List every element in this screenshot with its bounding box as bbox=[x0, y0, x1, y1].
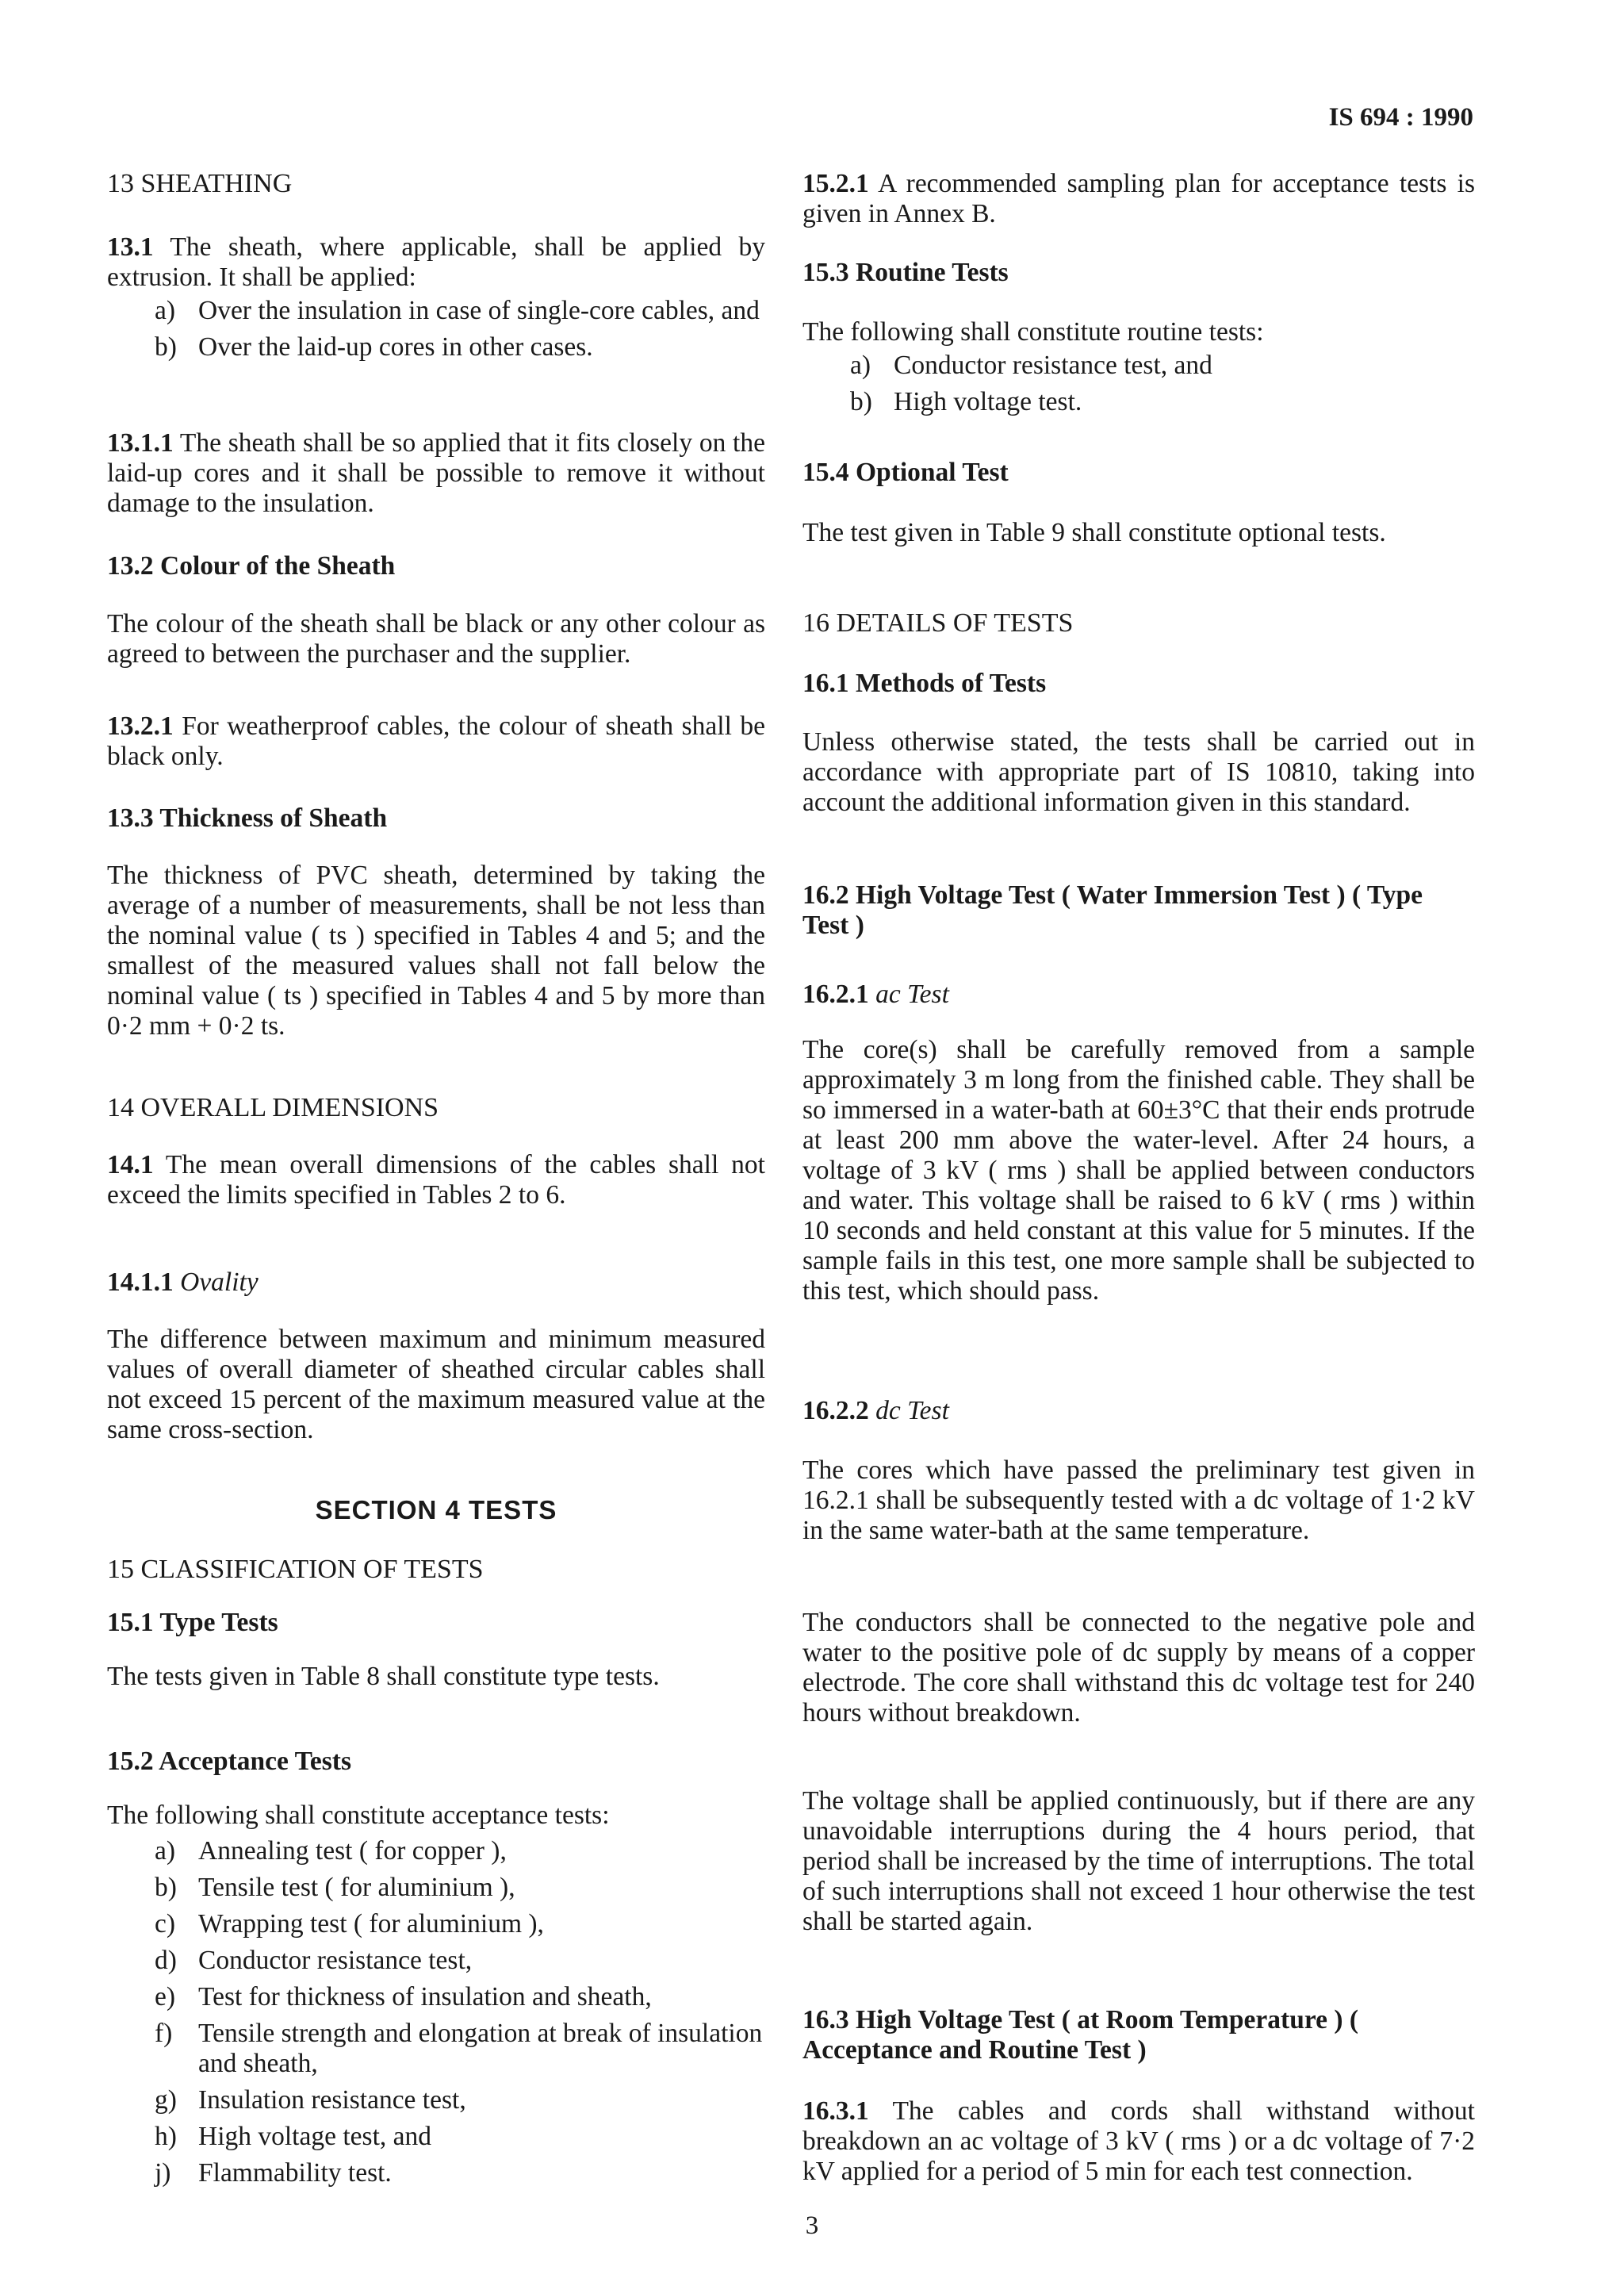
clause-13-1-1 bbox=[107, 428, 765, 519]
heading-15-2 bbox=[107, 1747, 765, 1777]
list-text: Tensile strength and elongation at break of insulation and sheath, bbox=[198, 2019, 763, 2078]
list-text: Wrapping test ( for aluminium ), bbox=[198, 1909, 544, 1939]
clause-title: Optional Test bbox=[856, 458, 1009, 487]
paragraph-15-1: The tests given in Table 8 shall constitute type tests. bbox=[107, 1662, 660, 1691]
paragraph-14-1-1: The difference between maximum and minimum measured values of overall diameter of sheathed circular cables shall not exceed 15 percent of the maximum measured value at the same cross-section. bbox=[107, 1325, 765, 1444]
heading-15-4 bbox=[802, 458, 1475, 488]
list-item bbox=[107, 1909, 765, 1939]
list-item bbox=[107, 2158, 765, 2188]
list-marker: d) bbox=[155, 1946, 177, 1975]
list-item bbox=[107, 296, 765, 326]
list-item bbox=[107, 1836, 765, 1866]
list-item bbox=[107, 2085, 765, 2115]
clause-title: Thickness of Sheath bbox=[159, 803, 388, 833]
paragraph-16-2-2a: The cores which have passed the preliminary test given in 16.2.1 shall be subsequently tested with a dc voltage of 1·2 kV in the same water-bath at the same temperature. bbox=[802, 1455, 1475, 1545]
heading-16-2-1 bbox=[802, 980, 1475, 1010]
clause-15-2-1 bbox=[802, 169, 1475, 229]
list-item bbox=[107, 1873, 765, 1903]
paragraph-13-3: The thickness of PVC sheath, determined by taking the average of a number of measurements, shall be not less than the nominal value ( ts ) specified in Tables 4 and 5; and the smallest of the measured values shall not fall below the nominal value ( ts ) specified in Tables 4 and 5 by more than 0·2 mm + 0·2 ts. bbox=[107, 861, 765, 1041]
clause-number: 13.2.1 bbox=[107, 711, 174, 741]
heading-15-classification: 15 CLASSIFICATION OF TESTS bbox=[107, 1555, 484, 1584]
clause-title: Acceptance Tests bbox=[159, 1747, 351, 1776]
list-marker: c) bbox=[155, 1909, 176, 1939]
clause-number: 16.1 bbox=[802, 669, 849, 698]
clause-title: Colour of the Sheath bbox=[160, 551, 396, 581]
list-marker: h) bbox=[155, 2122, 177, 2151]
clause-14-1 bbox=[107, 1150, 765, 1210]
clause-number: 13.3 bbox=[107, 803, 154, 833]
clause-number: 14.1 bbox=[107, 1150, 154, 1179]
list-15-2 bbox=[107, 1836, 765, 2188]
list-marker: b) bbox=[155, 1873, 177, 1902]
list-text: Test for thickness of insulation and sheath, bbox=[198, 1982, 652, 2011]
list-item bbox=[107, 2019, 765, 2079]
clause-number: 16.2 bbox=[802, 880, 849, 910]
list-text: Over the laid-up cores in other cases. bbox=[198, 332, 593, 362]
list-marker: a) bbox=[850, 351, 871, 380]
list-text: Flammability test. bbox=[198, 2158, 392, 2188]
clause-number: 16.3 bbox=[802, 2005, 849, 2034]
clause-number: 16.2.1 bbox=[802, 980, 869, 1009]
clause-title: High Voltage Test ( Water Immersion Test ) ( Type Test ) bbox=[802, 880, 1423, 940]
clause-title: Routine Tests bbox=[856, 258, 1009, 287]
list-item bbox=[802, 387, 1475, 417]
clause-text: The mean overall dimensions of the cables shall not exceed the limits specified in Tables 2 to 6. bbox=[107, 1150, 765, 1210]
heading-14-overall-dimensions: 14 OVERALL DIMENSIONS bbox=[107, 1093, 439, 1122]
list-text: Insulation resistance test, bbox=[198, 2085, 466, 2115]
list-13-1 bbox=[107, 296, 765, 362]
clause-title: Type Tests bbox=[159, 1608, 278, 1637]
paragraph-16-2-2b: The conductors shall be connected to the negative pole and water to the positive pole of dc supply by means of a copper electrode. The core shall withstand this dc voltage test for 240 hours without breakdown. bbox=[802, 1608, 1475, 1728]
heading-13-3 bbox=[107, 803, 765, 834]
clause-13-2-1 bbox=[107, 711, 765, 772]
clause-number: 14.1.1 bbox=[107, 1267, 174, 1297]
list-item bbox=[107, 332, 765, 362]
clause-title: Ovality bbox=[180, 1267, 259, 1297]
list-item bbox=[107, 1946, 765, 1976]
heading-16-1 bbox=[802, 669, 1475, 699]
clause-number: 15.2 bbox=[107, 1747, 154, 1776]
heading-15-3 bbox=[802, 258, 1475, 288]
list-text: Tensile test ( for aluminium ), bbox=[198, 1873, 515, 1902]
list-marker: e) bbox=[155, 1982, 176, 2011]
list-text: Over the insulation in case of single-core cables, and bbox=[198, 296, 760, 325]
list-marker: b) bbox=[155, 332, 177, 362]
heading-16-3 bbox=[802, 2005, 1475, 2065]
list-15-3 bbox=[802, 351, 1475, 417]
paragraph-13-2: The colour of the sheath shall be black or any other colour as agreed to between the purchaser and the supplier. bbox=[107, 609, 765, 669]
heading-14-1-1 bbox=[107, 1267, 765, 1298]
list-item bbox=[802, 351, 1475, 381]
list-marker: a) bbox=[155, 296, 176, 325]
list-marker: b) bbox=[850, 387, 872, 416]
standard-reference: IS 694 : 1990 bbox=[1328, 103, 1473, 132]
clause-number: 13.1 bbox=[107, 232, 154, 262]
list-marker: g) bbox=[155, 2085, 177, 2115]
clause-number: 16.3.1 bbox=[802, 2096, 869, 2126]
page-number: 3 bbox=[805, 2211, 819, 2240]
clause-number: 15.2.1 bbox=[802, 169, 869, 198]
clause-number: 13.2 bbox=[107, 551, 154, 581]
clause-number: 15.1 bbox=[107, 1608, 154, 1637]
clause-title: dc Test bbox=[875, 1396, 949, 1425]
paragraph-16-2-2c: The voltage shall be applied continuously, but if there are any unavoidable interruptions during the 4 hours period, that period shall be increased by the time of interruptions. The total of such interruptions shall not exceed 1 hour otherwise the test shall be started again. bbox=[802, 1786, 1475, 1936]
clause-16-3-1 bbox=[802, 2096, 1475, 2187]
clause-title: ac Test bbox=[875, 980, 949, 1009]
paragraph-15-2: The following shall constitute acceptance tests: bbox=[107, 1801, 610, 1830]
clause-text: For weatherproof cables, the colour of sheath shall be black only. bbox=[107, 711, 765, 771]
clause-title: High Voltage Test ( at Room Temperature ) ( Acceptance and Routine Test ) bbox=[802, 2005, 1359, 2065]
paragraph-15-3: The following shall constitute routine tests: bbox=[802, 317, 1264, 347]
list-text: High voltage test. bbox=[894, 387, 1082, 416]
clause-number: 15.3 bbox=[802, 258, 849, 287]
paragraph-16-2-1: The core(s) shall be carefully removed from a sample approximately 3 m long from the finished cable. They shall be so immersed in a water-bath at 60±3°C that their ends protrude at least 200 mm above the water-level. After 24 hours, a voltage of 3 kV ( rms ) shall be applied between conductors and water. This voltage shall be raised to 6 kV ( rms ) within 10 seconds and held constant at this value for 5 minutes. If the sample fails in this test, one more sample shall be subjected to this test, which should pass. bbox=[802, 1035, 1475, 1306]
heading-13-sheathing: 13 SHEATHING bbox=[107, 169, 293, 198]
section-4-title: SECTION 4 TESTS bbox=[315, 1495, 557, 1524]
clause-number: 13.1.1 bbox=[107, 428, 174, 458]
list-item bbox=[107, 1982, 765, 2012]
clause-text: The sheath shall be so applied that it fits closely on the laid-up cores and it shall be possible to remove it without damage to the insulation. bbox=[107, 428, 765, 518]
heading-16-2 bbox=[802, 880, 1475, 941]
clause-text: The cables and cords shall withstand without breakdown an ac voltage of 3 kV ( rms ) or a dc voltage of 7·2 kV applied for a period of 5 min for each test connection. bbox=[802, 2096, 1475, 2186]
list-marker: f) bbox=[155, 2019, 173, 2048]
list-text: Annealing test ( for copper ), bbox=[198, 1836, 507, 1866]
paragraph-15-4: The test given in Table 9 shall constitute optional tests. bbox=[802, 518, 1386, 547]
heading-13-2 bbox=[107, 551, 765, 581]
list-text: High voltage test, and bbox=[198, 2122, 431, 2151]
list-text: Conductor resistance test, bbox=[198, 1946, 473, 1975]
list-marker: a) bbox=[155, 1836, 176, 1866]
heading-16-details: 16 DETAILS OF TESTS bbox=[802, 608, 1074, 638]
list-text: Conductor resistance test, and bbox=[894, 351, 1212, 380]
clause-13-1 bbox=[107, 232, 765, 293]
list-item bbox=[107, 2122, 765, 2152]
clause-text: A recommended sampling plan for acceptance tests is given in Annex B. bbox=[802, 169, 1475, 228]
heading-16-2-2 bbox=[802, 1396, 1475, 1426]
clause-number: 16.2.2 bbox=[802, 1396, 869, 1425]
paragraph-16-1: Unless otherwise stated, the tests shall be carried out in accordance with appropriate part of IS 10810, taking into account the additional information given in this standard. bbox=[802, 727, 1475, 817]
clause-title: Methods of Tests bbox=[856, 669, 1047, 698]
list-marker: j) bbox=[155, 2158, 171, 2188]
clause-text: The sheath, where applicable, shall be applied by extrusion. It shall be applied: bbox=[107, 232, 765, 292]
clause-number: 15.4 bbox=[802, 458, 849, 487]
heading-15-1 bbox=[107, 1608, 765, 1638]
